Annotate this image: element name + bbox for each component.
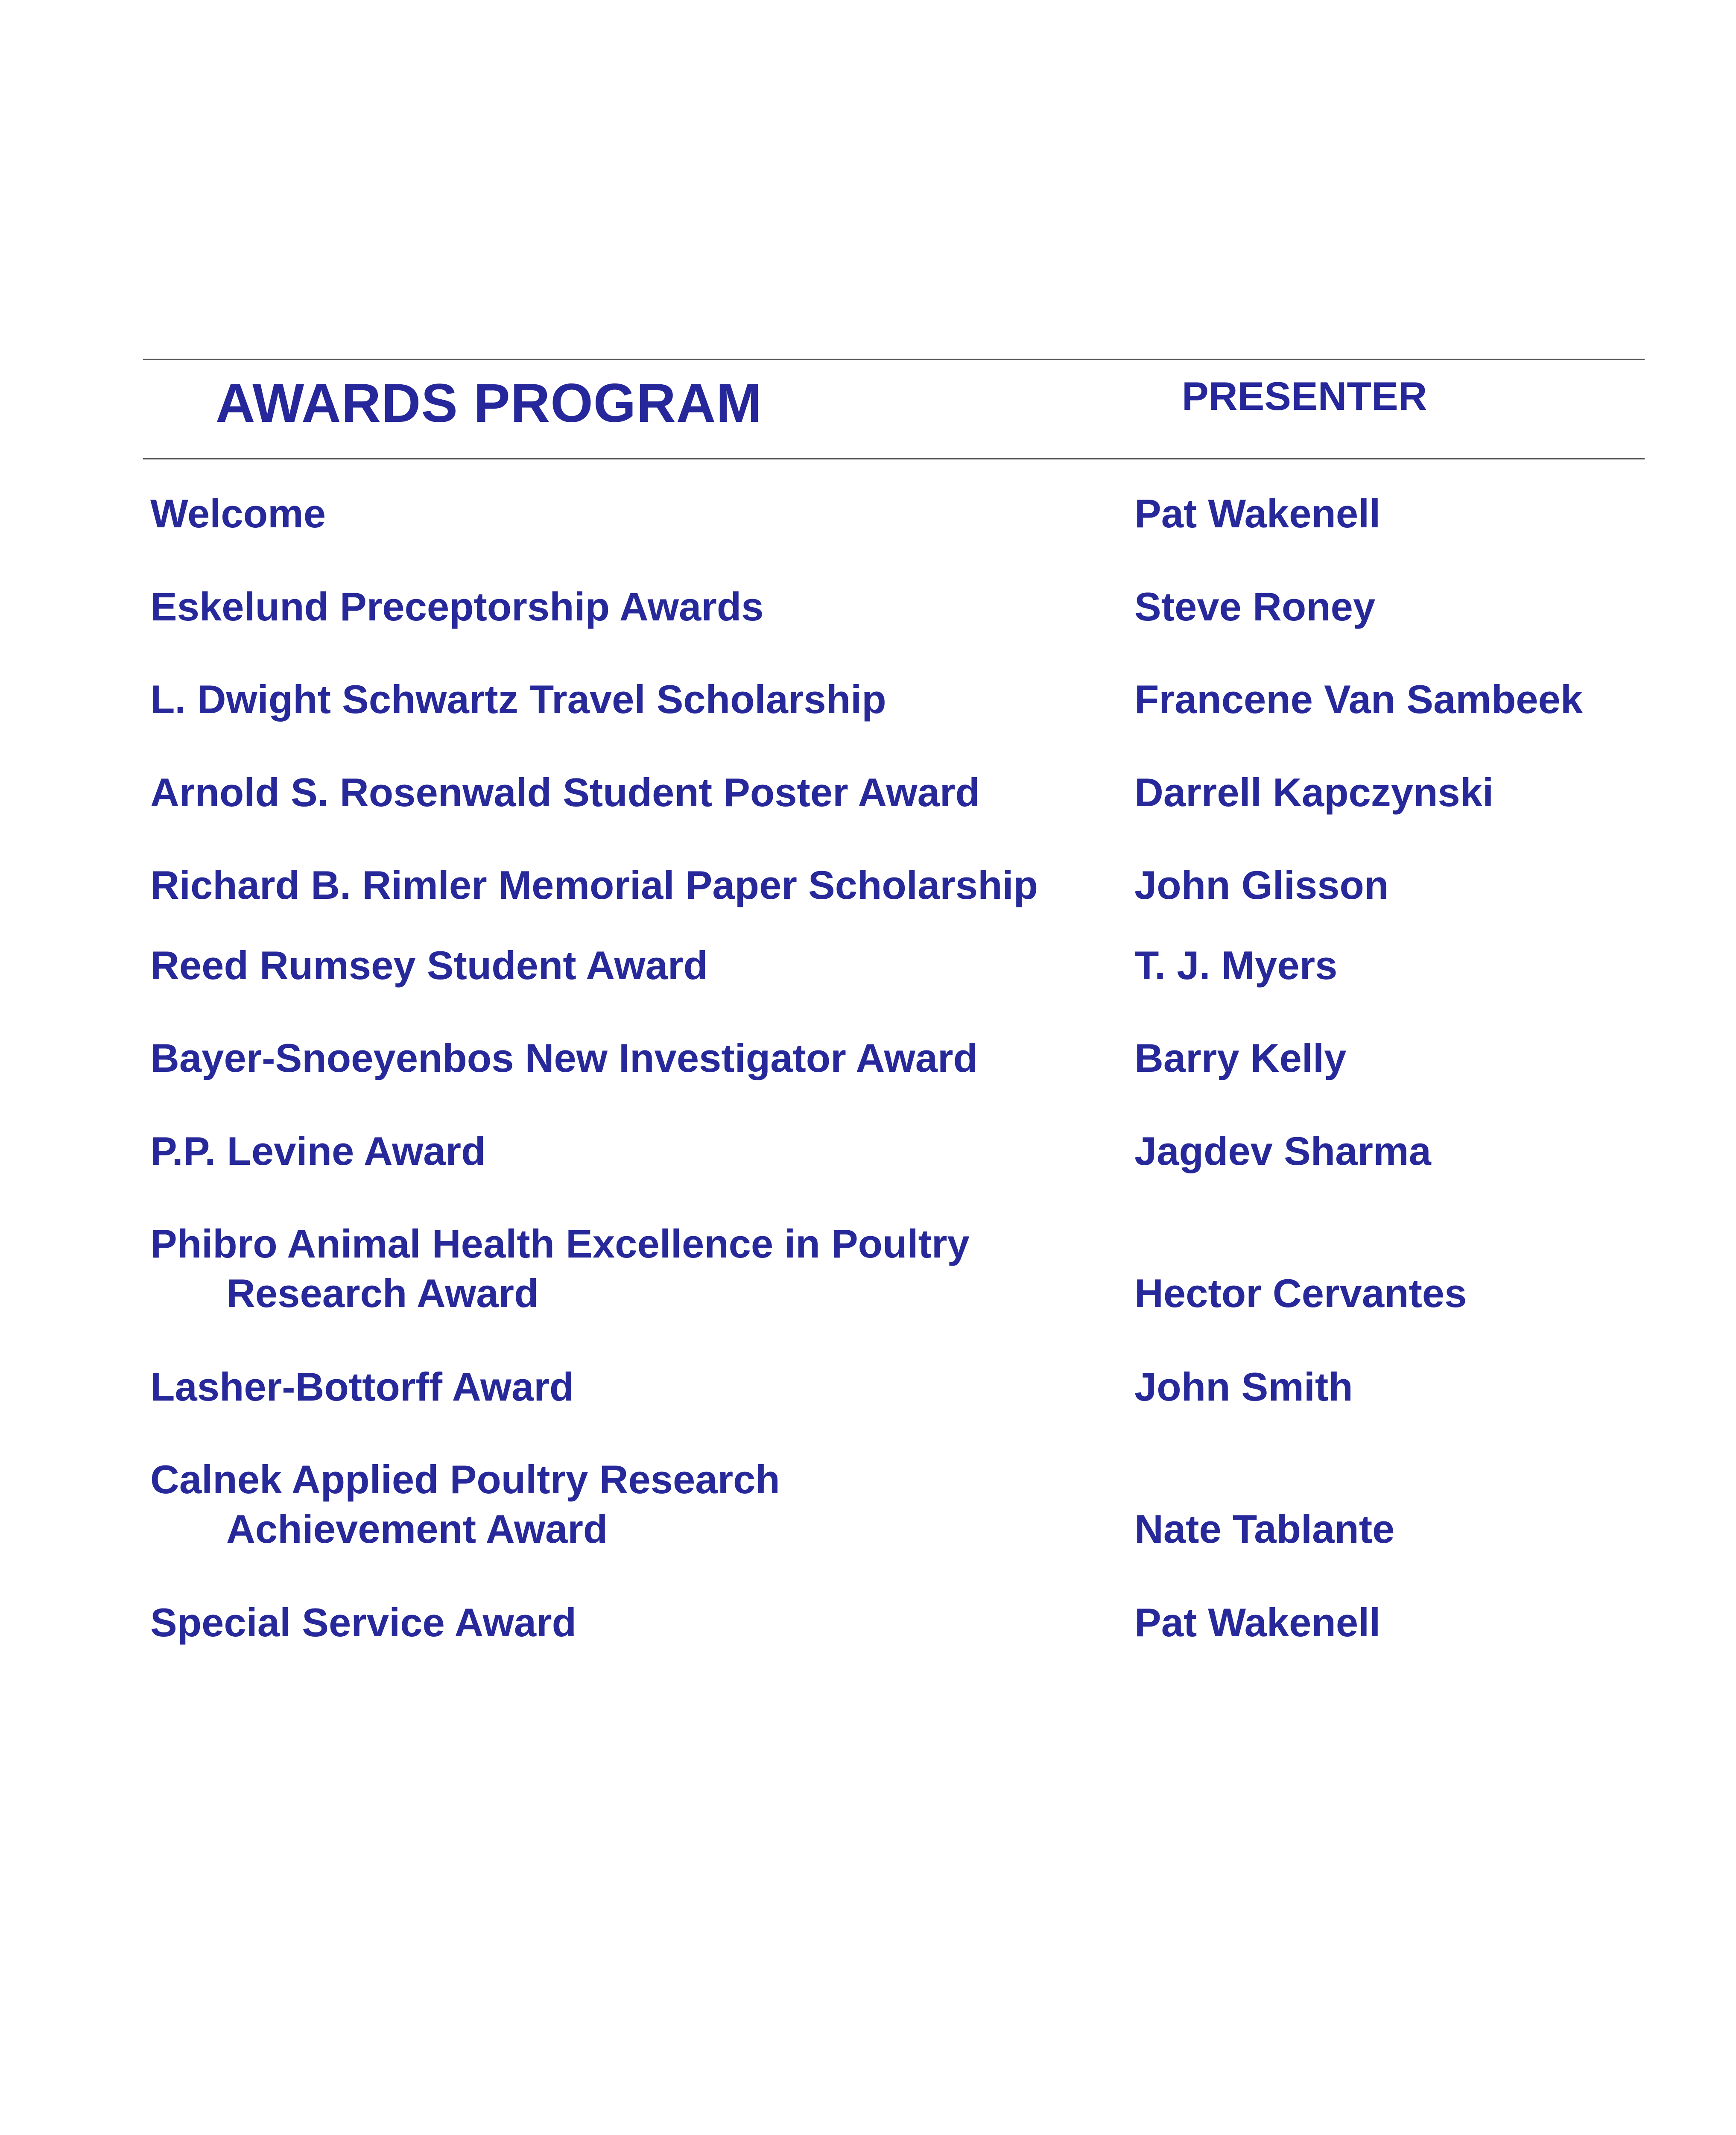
award-name: Phibro Animal Health Excellence in Poultry Research Award — [150, 1221, 970, 1316]
award-name: Eskelund Preceptorship Awards — [150, 584, 764, 629]
presenter-name: Pat Wakenell — [1134, 491, 1381, 536]
presenter-name: Steve Roney — [1134, 584, 1376, 629]
award-name: Calnek Applied Poultry Research Achievement Award — [150, 1457, 780, 1551]
presenter-name: John Glisson — [1134, 863, 1389, 907]
award-name: Arnold S. Rosenwald Student Poster Award — [150, 770, 980, 815]
award-name: Special Service Award — [150, 1600, 577, 1645]
presenter-name: Francene Van Sambeek — [1134, 677, 1583, 722]
presenter-name: Nate Tablante — [1134, 1506, 1395, 1551]
presenter-name: T. J. Myers — [1134, 943, 1338, 988]
award-name: Reed Rumsey Student Award — [150, 943, 708, 988]
award-name: Welcome — [150, 491, 326, 536]
award-name: Lasher-Bottorff Award — [150, 1364, 574, 1409]
presenter-name: Jagdev Sharma — [1134, 1129, 1431, 1173]
award-name: L. Dwight Schwartz Travel Scholarship — [150, 677, 886, 722]
presenter-name: John Smith — [1134, 1364, 1353, 1409]
award-name: P.P. Levine Award — [150, 1129, 486, 1173]
presenter-heading: PRESENTER — [1182, 374, 1427, 418]
presenter-name: Pat Wakenell — [1134, 1600, 1381, 1645]
presenter-name: Hector Cervantes — [1134, 1271, 1467, 1316]
awards-program-heading: AWARDS PROGRAM — [216, 373, 762, 434]
award-name: Bayer-Snoeyenbos New Investigator Award — [150, 1035, 978, 1080]
presenter-name: Barry Kelly — [1134, 1035, 1347, 1080]
presenter-name: Darrell Kapczynski — [1134, 770, 1494, 815]
award-name: Richard B. Rimler Memorial Paper Scholarship — [150, 863, 1038, 907]
